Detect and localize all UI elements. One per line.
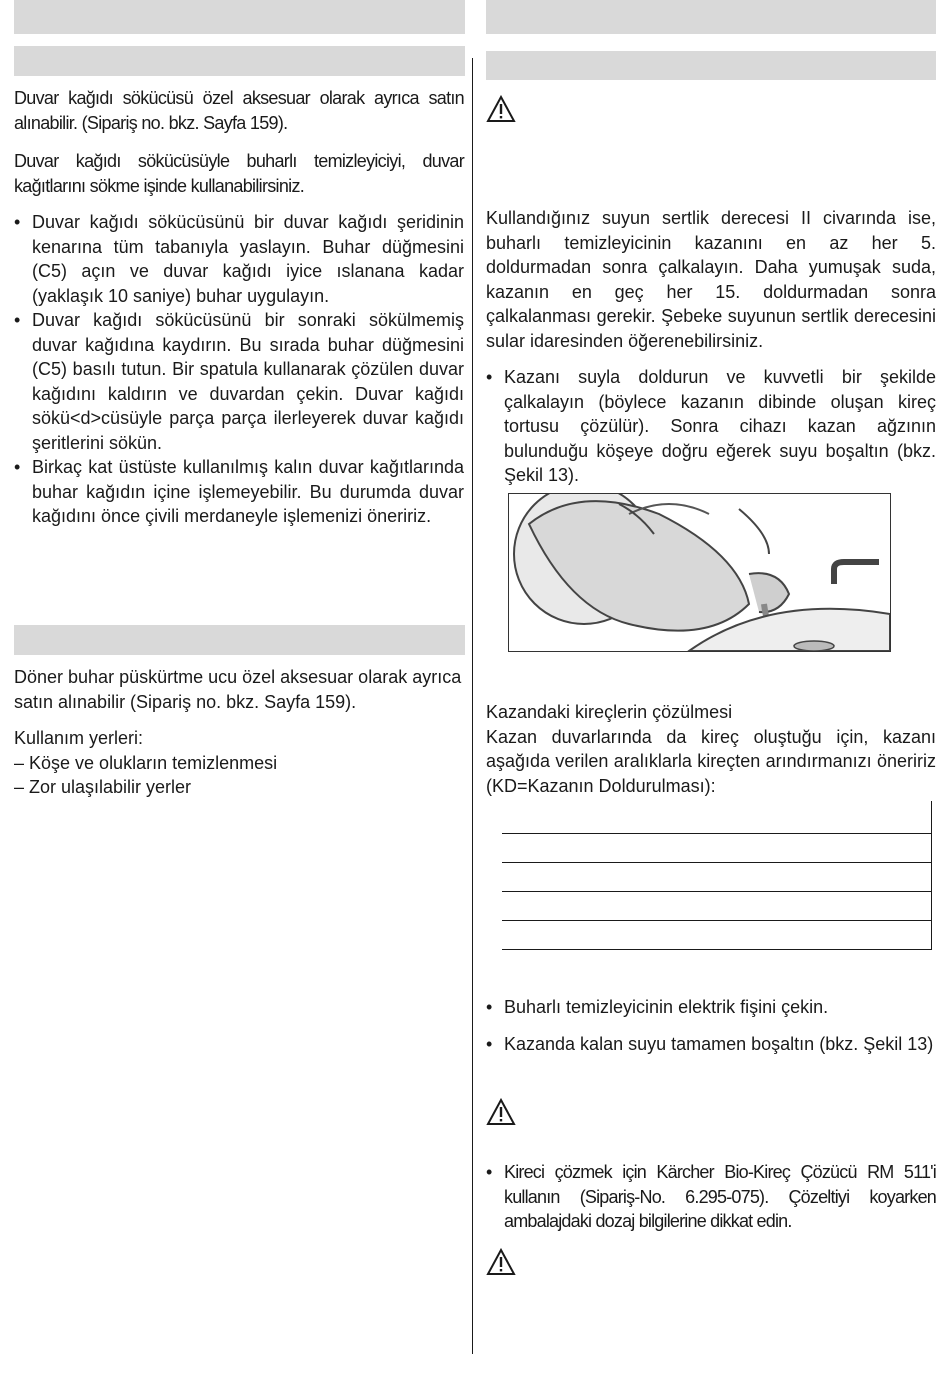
section-bar-left-2 xyxy=(14,625,465,655)
section-bar-right xyxy=(486,51,936,80)
warning-triangle-icon xyxy=(486,95,516,123)
descale-section xyxy=(486,700,936,798)
right-column xyxy=(486,206,936,488)
right-bullets-2 xyxy=(486,995,936,1056)
left-paragraph-2: Duvar kağıdı sökücüsüyle buharlı temizleyiciyi, duvar kağıtlarını sökme işinde kullanabilirsiniz. xyxy=(14,151,464,196)
left-column-section-2 xyxy=(14,665,464,800)
left-bullet-list xyxy=(14,210,464,529)
header-bar-left xyxy=(14,0,465,34)
left-bullet-2: • Duvar kağıdı sökücüsünü bir sonraki sökülmemiş duvar kağıdına kaydırın. Bu sırada buhar düğmesini (C5) basılı tutun. Bir spatula kullanarak çözülen duvar kağıdını kaldırın ve duvardan çekin. Duvar kağıdı sökü<d>cüsüyle parça parça ilerleyerek duvar kağıdı şeritlerini sökün. xyxy=(14,308,464,455)
uses-title: Kullanım yerleri: xyxy=(14,728,144,748)
right-paragraph-1: Kullandığınız suyun sertlik derecesi II civarında ise, buharlı temizleyicinin kazanını en az her 5. doldurmadan sonra çalkalayın. Daha yumuşak suda, kazanın en geç her 15. doldurmadan sonra çalkalanması gerekir. Şebeke suyunun sertlik derecesini sular idaresinden öğerenebilirsiniz. xyxy=(486,208,936,351)
right-bullet-4: • Kireci çözmek için Kärcher Bio-Kireç Çözücü RM 511'i kullanın (Sipariş-No. 6.295-075). Çözeltiyi koyarken ambalajdaki dozaj bilgilerine dikkat edin. xyxy=(486,1160,936,1234)
table-row xyxy=(502,834,932,863)
warning-triangle-icon xyxy=(486,1098,516,1126)
table-row xyxy=(502,801,932,834)
descale-text: Kazan duvarlarında da kireç oluştuğu için, kazanı aşağıda verilen aralıklarla kireçten arındırmanızı öneririz (KD=Kazanın Doldurulması): xyxy=(486,726,936,796)
right-bullets-3 xyxy=(486,1160,936,1234)
warning-triangle-icon xyxy=(486,1248,516,1276)
descale-title: Kazandaki kireçlerin çözülmesi xyxy=(486,702,733,722)
section-bar-left xyxy=(14,46,465,76)
figure-13-kettle-illustration xyxy=(508,493,891,652)
column-divider xyxy=(472,58,473,1354)
table-row xyxy=(502,892,932,921)
left-column xyxy=(14,86,464,529)
right-bullet-1: • Kazanı suyla doldurun ve kuvvetli bir şekilde çalkalayın (böylece kazanın dibinde oluşan kireç tortusu çözülür). Sonra cihazı kazan ağzının bulunduğu köşeye doğru eğerek suyu boşaltın (bkz. Şekil 13). xyxy=(486,365,936,488)
header-bar-right xyxy=(486,0,936,34)
left-paragraph-3: Döner buhar püskürtme ucu özel aksesuar olarak ayrıca satın alınabilir (Sipariş no. bkz. Sayfa 159). xyxy=(14,667,462,712)
left-bullet-1: • Duvar kağıdı sökücüsünü bir duvar kağıdı şeridinin kenarına tüm tabanıyla yaslayın. Buhar düğmesini (C5) açın ve duvar kağıdı iyice ıslanana kadar (yaklaşık 10 saniye) buhar uygulayın. xyxy=(14,210,464,308)
uses-item-2: – Zor ulaşılabilir yerler xyxy=(14,777,192,797)
descale-interval-table xyxy=(502,801,932,950)
table-row xyxy=(502,921,932,950)
left-bullet-3: • Birkaç kat üstüste kullanılmış kalın duvar kağıtlarında buhar kağıdın içine işlemeyebilir. Bu durumda duvar kağıdını önce çivili merdaneyle işlemenizi öneririz. xyxy=(14,455,464,529)
uses-item-1: – Köşe ve olukların temizlenmesi xyxy=(14,752,278,773)
right-bullet-2: • Buharlı temizleyicinin elektrik fişini çekin. xyxy=(486,995,936,1020)
right-bullet-3: • Kazanda kalan suyu tamamen boşaltın (bkz. Şekil 13) xyxy=(486,1032,936,1057)
left-paragraph-1: Duvar kağıdı sökücüsü özel aksesuar olarak ayrıca satın alınabilir. (Sipariş no. bkz. Sayfa 159). xyxy=(14,88,464,133)
table-row xyxy=(502,863,932,892)
